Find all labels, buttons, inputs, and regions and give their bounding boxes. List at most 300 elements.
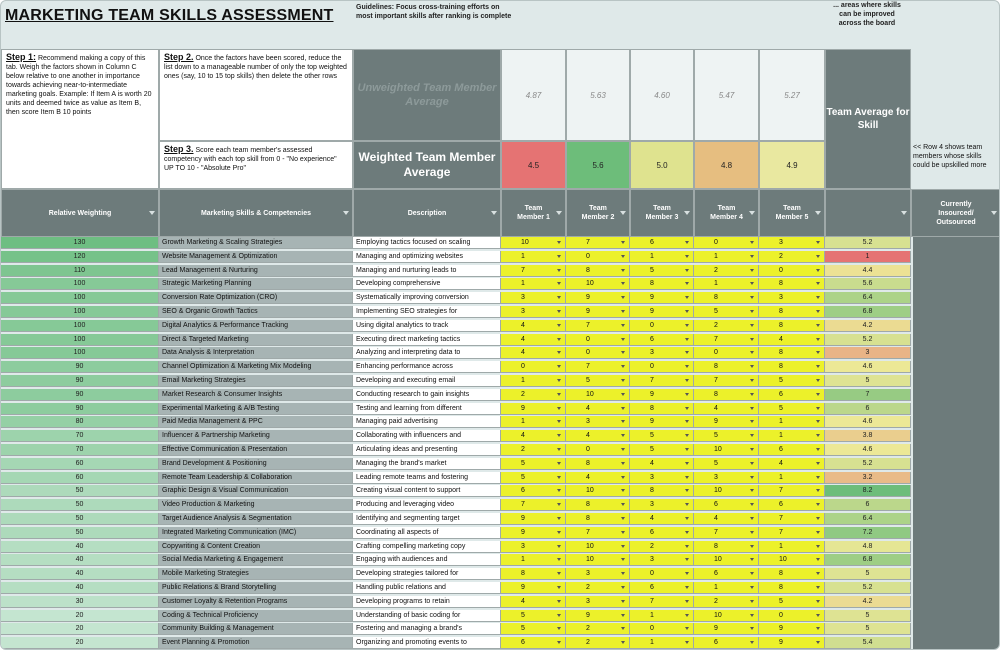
member-2-score[interactable]: 4 [566, 403, 630, 415]
skill-cell[interactable]: Data Analysis & Interpretation [159, 347, 353, 359]
member-4-score[interactable]: 6 [694, 568, 759, 580]
member-4-score[interactable]: 1 [694, 582, 759, 594]
member-1-score[interactable]: 4 [501, 347, 566, 359]
dropdown-arrow-icon[interactable] [557, 365, 561, 368]
member-4-score[interactable]: 5 [694, 306, 759, 318]
member-2-score[interactable]: 0 [566, 251, 630, 263]
member-2-score[interactable]: 3 [566, 568, 630, 580]
dropdown-arrow-icon[interactable] [685, 531, 689, 534]
dropdown-arrow-icon[interactable] [621, 448, 625, 451]
member-4-score[interactable]: 4 [694, 513, 759, 525]
member-4-score[interactable]: 2 [694, 265, 759, 277]
member-1-score[interactable]: 2 [501, 444, 566, 456]
dropdown-arrow-icon[interactable] [621, 420, 625, 423]
member-3-score[interactable]: 3 [630, 554, 694, 566]
member-3-score[interactable]: 8 [630, 485, 694, 497]
member-2-score[interactable]: 0 [566, 334, 630, 346]
skill-cell[interactable]: Digital Analytics & Performance Tracking [159, 320, 353, 332]
dropdown-arrow-icon[interactable] [750, 545, 754, 548]
skill-cell[interactable]: Strategic Marketing Planning [159, 278, 353, 290]
unweighted-value-5[interactable]: 5.27 [759, 49, 825, 141]
member-5-score[interactable]: 3 [759, 237, 825, 249]
dropdown-arrow-icon[interactable] [621, 269, 625, 272]
skill-cell[interactable]: Customer Loyalty & Retention Programs [159, 596, 353, 608]
member-4-score[interactable]: 10 [694, 444, 759, 456]
member-3-score[interactable]: 8 [630, 403, 694, 415]
unweighted-average-label[interactable]: Unweighted Team Member Average [353, 49, 501, 141]
dropdown-arrow-icon[interactable] [816, 614, 820, 617]
skill-cell[interactable]: Mobile Marketing Strategies [159, 568, 353, 580]
dropdown-arrow-icon[interactable] [685, 255, 689, 258]
dropdown-arrow-icon[interactable] [621, 531, 625, 534]
member-4-score[interactable]: 6 [694, 499, 759, 511]
dropdown-arrow-icon[interactable] [557, 434, 561, 437]
dropdown-arrow-icon[interactable] [750, 476, 754, 479]
member-2-score[interactable]: 10 [566, 554, 630, 566]
dropdown-arrow-icon[interactable] [750, 517, 754, 520]
member-1-score[interactable]: 9 [501, 403, 566, 415]
member-3-score[interactable]: 6 [630, 334, 694, 346]
skill-cell[interactable]: Conversion Rate Optimization (CRO) [159, 292, 353, 304]
description-cell[interactable]: Creating visual content to support [353, 485, 501, 497]
member-2-score[interactable]: 9 [566, 610, 630, 622]
dropdown-arrow-icon[interactable] [816, 420, 820, 423]
skill-cell[interactable]: Integrated Marketing Communication (IMC) [159, 527, 353, 539]
dropdown-arrow-icon[interactable] [816, 241, 820, 244]
dropdown-arrow-icon[interactable] [621, 338, 625, 341]
description-cell[interactable]: Understanding of basic coding for [353, 610, 501, 622]
team-average-cell[interactable]: 4.8 [825, 541, 911, 553]
weighting-cell[interactable]: 80 [1, 416, 159, 428]
dropdown-arrow-icon[interactable] [557, 489, 561, 492]
dropdown-arrow-icon[interactable] [557, 462, 561, 465]
dropdown-arrow-icon[interactable] [816, 503, 820, 506]
header-team-average[interactable] [825, 189, 911, 237]
weighting-cell[interactable]: 90 [1, 389, 159, 401]
team-average-cell[interactable]: 6 [825, 499, 911, 511]
skill-cell[interactable]: Effective Communication & Presentation [159, 444, 353, 456]
member-5-score[interactable]: 2 [759, 251, 825, 263]
dropdown-arrow-icon[interactable] [816, 324, 820, 327]
dropdown-arrow-icon[interactable] [621, 489, 625, 492]
filter-dropdown-icon[interactable] [620, 211, 626, 215]
dropdown-arrow-icon[interactable] [816, 462, 820, 465]
member-4-score[interactable]: 2 [694, 320, 759, 332]
member-5-score[interactable]: 5 [759, 375, 825, 387]
dropdown-arrow-icon[interactable] [750, 351, 754, 354]
skill-cell[interactable]: Paid Media Management & PPC [159, 416, 353, 428]
dropdown-arrow-icon[interactable] [557, 420, 561, 423]
dropdown-arrow-icon[interactable] [816, 338, 820, 341]
dropdown-arrow-icon[interactable] [750, 269, 754, 272]
dropdown-arrow-icon[interactable] [621, 572, 625, 575]
member-5-score[interactable]: 10 [759, 554, 825, 566]
team-average-cell[interactable]: 1 [825, 251, 911, 263]
dropdown-arrow-icon[interactable] [750, 365, 754, 368]
description-cell[interactable]: Managing the brand's market [353, 458, 501, 470]
dropdown-arrow-icon[interactable] [816, 545, 820, 548]
dropdown-arrow-icon[interactable] [816, 558, 820, 561]
member-3-score[interactable]: 7 [630, 375, 694, 387]
member-4-score[interactable]: 8 [694, 361, 759, 373]
member-3-score[interactable]: 4 [630, 513, 694, 525]
member-4-score[interactable]: 2 [694, 596, 759, 608]
unweighted-value-2[interactable]: 5.63 [566, 49, 630, 141]
description-cell[interactable]: Developing comprehensive [353, 278, 501, 290]
header-team-member-3[interactable] [630, 189, 694, 237]
description-cell[interactable]: Executing direct marketing tactics [353, 334, 501, 346]
member-1-score[interactable]: 5 [501, 610, 566, 622]
member-2-score[interactable]: 0 [566, 444, 630, 456]
team-average-cell[interactable]: 6.4 [825, 292, 911, 304]
skill-cell[interactable]: Coding & Technical Proficiency [159, 610, 353, 622]
step1-cell[interactable] [1, 49, 159, 189]
member-3-score[interactable]: 1 [630, 251, 694, 263]
member-2-score[interactable]: 10 [566, 278, 630, 290]
member-2-score[interactable]: 8 [566, 513, 630, 525]
step3-cell[interactable] [159, 141, 353, 189]
header-skills[interactable] [159, 189, 353, 237]
member-4-score[interactable]: 8 [694, 389, 759, 401]
team-average-cell[interactable]: 5.6 [825, 278, 911, 290]
member-1-score[interactable]: 3 [501, 541, 566, 553]
member-5-score[interactable]: 3 [759, 292, 825, 304]
weighting-cell[interactable]: 70 [1, 444, 159, 456]
weighting-cell[interactable]: 60 [1, 458, 159, 470]
member-5-score[interactable]: 6 [759, 499, 825, 511]
dropdown-arrow-icon[interactable] [816, 393, 820, 396]
dropdown-arrow-icon[interactable] [621, 351, 625, 354]
dropdown-arrow-icon[interactable] [557, 517, 561, 520]
member-2-score[interactable]: 2 [566, 623, 630, 635]
member-3-score[interactable]: 5 [630, 265, 694, 277]
header-relative-weighting[interactable] [1, 189, 159, 237]
dropdown-arrow-icon[interactable] [816, 448, 820, 451]
weighting-cell[interactable]: 50 [1, 527, 159, 539]
team-average-cell[interactable]: 3 [825, 347, 911, 359]
member-3-score[interactable]: 6 [630, 237, 694, 249]
member-1-score[interactable]: 0 [501, 361, 566, 373]
member-1-score[interactable]: 6 [501, 485, 566, 497]
skill-cell[interactable]: Channel Optimization & Marketing Mix Modeling [159, 361, 353, 373]
dropdown-arrow-icon[interactable] [621, 379, 625, 382]
dropdown-arrow-icon[interactable] [816, 379, 820, 382]
member-3-score[interactable]: 5 [630, 444, 694, 456]
dropdown-arrow-icon[interactable] [816, 627, 820, 630]
team-average-cell[interactable]: 4.4 [825, 265, 911, 277]
description-cell[interactable]: Leading remote teams and fostering [353, 472, 501, 484]
dropdown-arrow-icon[interactable] [750, 420, 754, 423]
weighted-value-2[interactable]: 5.6 [566, 141, 630, 189]
weighting-cell[interactable]: 50 [1, 485, 159, 497]
dropdown-arrow-icon[interactable] [685, 641, 689, 644]
weighted-value-3[interactable]: 5.0 [630, 141, 694, 189]
member-5-score[interactable]: 6 [759, 389, 825, 401]
dropdown-arrow-icon[interactable] [750, 558, 754, 561]
skill-cell[interactable]: Copywriting & Content Creation [159, 541, 353, 553]
description-cell[interactable]: Producing and leveraging video [353, 499, 501, 511]
dropdown-arrow-icon[interactable] [685, 324, 689, 327]
dropdown-arrow-icon[interactable] [685, 282, 689, 285]
dropdown-arrow-icon[interactable] [750, 641, 754, 644]
dropdown-arrow-icon[interactable] [750, 282, 754, 285]
member-5-score[interactable]: 1 [759, 541, 825, 553]
dropdown-arrow-icon[interactable] [750, 572, 754, 575]
dropdown-arrow-icon[interactable] [750, 531, 754, 534]
member-2-score[interactable]: 3 [566, 596, 630, 608]
team-average-cell[interactable]: 3.2 [825, 472, 911, 484]
member-1-score[interactable]: 4 [501, 334, 566, 346]
team-average-cell[interactable]: 6.8 [825, 554, 911, 566]
dropdown-arrow-icon[interactable] [557, 476, 561, 479]
member-4-score[interactable]: 9 [694, 623, 759, 635]
member-5-score[interactable]: 5 [759, 403, 825, 415]
team-average-cell[interactable]: 7 [825, 389, 911, 401]
member-2-score[interactable]: 4 [566, 472, 630, 484]
dropdown-arrow-icon[interactable] [557, 255, 561, 258]
member-4-score[interactable]: 10 [694, 554, 759, 566]
dropdown-arrow-icon[interactable] [750, 586, 754, 589]
team-average-cell[interactable]: 6 [825, 403, 911, 415]
member-2-score[interactable]: 10 [566, 485, 630, 497]
skill-cell[interactable]: Lead Management & Nurturing [159, 265, 353, 277]
member-4-score[interactable]: 8 [694, 541, 759, 553]
filter-dropdown-icon[interactable] [343, 211, 349, 215]
dropdown-arrow-icon[interactable] [816, 489, 820, 492]
description-cell[interactable]: Systematically improving conversion [353, 292, 501, 304]
member-3-score[interactable]: 6 [630, 527, 694, 539]
dropdown-arrow-icon[interactable] [685, 586, 689, 589]
member-1-score[interactable]: 3 [501, 306, 566, 318]
dropdown-arrow-icon[interactable] [750, 255, 754, 258]
member-5-score[interactable]: 8 [759, 582, 825, 594]
dropdown-arrow-icon[interactable] [557, 241, 561, 244]
team-average-cell[interactable]: 5 [825, 610, 911, 622]
dropdown-arrow-icon[interactable] [750, 503, 754, 506]
team-average-cell[interactable]: 6.8 [825, 306, 911, 318]
dropdown-arrow-icon[interactable] [750, 614, 754, 617]
team-average-cell[interactable]: 4.6 [825, 416, 911, 428]
member-5-score[interactable]: 1 [759, 416, 825, 428]
dropdown-arrow-icon[interactable] [621, 586, 625, 589]
dropdown-arrow-icon[interactable] [621, 310, 625, 313]
dropdown-arrow-icon[interactable] [816, 434, 820, 437]
skill-cell[interactable]: Brand Development & Positioning [159, 458, 353, 470]
skill-cell[interactable]: Video Production & Marketing [159, 499, 353, 511]
member-5-score[interactable]: 9 [759, 623, 825, 635]
dropdown-arrow-icon[interactable] [685, 393, 689, 396]
dropdown-arrow-icon[interactable] [621, 641, 625, 644]
description-cell[interactable]: Fostering and managing a brand's [353, 623, 501, 635]
dropdown-arrow-icon[interactable] [685, 434, 689, 437]
member-2-score[interactable]: 3 [566, 416, 630, 428]
member-1-score[interactable]: 7 [501, 499, 566, 511]
skill-cell[interactable]: Market Research & Consumer Insights [159, 389, 353, 401]
skill-cell[interactable]: Email Marketing Strategies [159, 375, 353, 387]
member-3-score[interactable]: 0 [630, 568, 694, 580]
dropdown-arrow-icon[interactable] [816, 600, 820, 603]
dropdown-arrow-icon[interactable] [816, 572, 820, 575]
weighting-cell[interactable]: 40 [1, 582, 159, 594]
dropdown-arrow-icon[interactable] [816, 282, 820, 285]
step2-cell[interactable] [159, 49, 353, 141]
member-5-score[interactable]: 8 [759, 568, 825, 580]
dropdown-arrow-icon[interactable] [685, 627, 689, 630]
member-3-score[interactable]: 5 [630, 430, 694, 442]
dropdown-arrow-icon[interactable] [816, 269, 820, 272]
member-4-score[interactable]: 8 [694, 292, 759, 304]
member-5-score[interactable]: 1 [759, 430, 825, 442]
dropdown-arrow-icon[interactable] [750, 434, 754, 437]
dropdown-arrow-icon[interactable] [816, 407, 820, 410]
member-2-score[interactable]: 4 [566, 430, 630, 442]
member-1-score[interactable]: 5 [501, 458, 566, 470]
team-average-cell[interactable]: 4.6 [825, 444, 911, 456]
team-average-cell[interactable]: 7.2 [825, 527, 911, 539]
dropdown-arrow-icon[interactable] [750, 296, 754, 299]
description-cell[interactable]: Developing and executing email [353, 375, 501, 387]
member-4-score[interactable]: 9 [694, 416, 759, 428]
skill-cell[interactable]: Growth Marketing & Scaling Strategies [159, 237, 353, 249]
dropdown-arrow-icon[interactable] [621, 324, 625, 327]
skill-cell[interactable]: Remote Team Leadership & Collaboration [159, 472, 353, 484]
member-1-score[interactable]: 1 [501, 278, 566, 290]
filter-dropdown-icon[interactable] [901, 211, 907, 215]
dropdown-arrow-icon[interactable] [557, 503, 561, 506]
skill-cell[interactable]: Experimental Marketing & A/B Testing [159, 403, 353, 415]
member-3-score[interactable]: 0 [630, 361, 694, 373]
description-cell[interactable]: Coordinating all aspects of [353, 527, 501, 539]
description-cell[interactable]: Testing and learning from different [353, 403, 501, 415]
team-average-cell[interactable]: 5 [825, 623, 911, 635]
description-cell[interactable]: Articulating ideas and presenting [353, 444, 501, 456]
description-cell[interactable]: Engaging with audiences and [353, 554, 501, 566]
dropdown-arrow-icon[interactable] [750, 241, 754, 244]
dropdown-arrow-icon[interactable] [685, 420, 689, 423]
dropdown-arrow-icon[interactable] [685, 379, 689, 382]
dropdown-arrow-icon[interactable] [685, 545, 689, 548]
member-3-score[interactable]: 9 [630, 389, 694, 401]
skill-cell[interactable]: Influencer & Partnership Marketing [159, 430, 353, 442]
member-1-score[interactable]: 9 [501, 582, 566, 594]
weighting-cell[interactable]: 20 [1, 623, 159, 635]
team-average-cell[interactable]: 4.6 [825, 361, 911, 373]
dropdown-arrow-icon[interactable] [685, 351, 689, 354]
weighted-average-label[interactable]: Weighted Team Member Average [353, 141, 501, 189]
dropdown-arrow-icon[interactable] [750, 393, 754, 396]
weighting-cell[interactable]: 100 [1, 278, 159, 290]
weighting-cell[interactable]: 70 [1, 430, 159, 442]
team-average-cell[interactable]: 6.4 [825, 513, 911, 525]
unweighted-value-3[interactable]: 4.60 [630, 49, 694, 141]
team-average-cell[interactable]: 5.4 [825, 637, 911, 649]
dropdown-arrow-icon[interactable] [557, 338, 561, 341]
header-outsourced[interactable] [911, 189, 1000, 237]
member-4-score[interactable]: 0 [694, 237, 759, 249]
dropdown-arrow-icon[interactable] [557, 282, 561, 285]
member-3-score[interactable]: 0 [630, 623, 694, 635]
dropdown-arrow-icon[interactable] [621, 241, 625, 244]
dropdown-arrow-icon[interactable] [557, 641, 561, 644]
member-1-score[interactable]: 4 [501, 430, 566, 442]
dropdown-arrow-icon[interactable] [750, 448, 754, 451]
weighting-cell[interactable]: 40 [1, 541, 159, 553]
dropdown-arrow-icon[interactable] [685, 241, 689, 244]
dropdown-arrow-icon[interactable] [621, 393, 625, 396]
member-4-score[interactable]: 6 [694, 637, 759, 649]
unweighted-value-4[interactable]: 5.47 [694, 49, 759, 141]
team-average-cell[interactable]: 5 [825, 375, 911, 387]
dropdown-arrow-icon[interactable] [685, 365, 689, 368]
weighting-cell[interactable]: 50 [1, 499, 159, 511]
member-3-score[interactable]: 3 [630, 472, 694, 484]
dropdown-arrow-icon[interactable] [621, 296, 625, 299]
member-1-score[interactable]: 8 [501, 568, 566, 580]
weighting-cell[interactable]: 20 [1, 610, 159, 622]
dropdown-arrow-icon[interactable] [685, 476, 689, 479]
filter-dropdown-icon[interactable] [491, 211, 497, 215]
dropdown-arrow-icon[interactable] [557, 572, 561, 575]
dropdown-arrow-icon[interactable] [557, 351, 561, 354]
dropdown-arrow-icon[interactable] [557, 627, 561, 630]
weighting-cell[interactable]: 60 [1, 472, 159, 484]
member-1-score[interactable]: 1 [501, 554, 566, 566]
dropdown-arrow-icon[interactable] [816, 476, 820, 479]
description-cell[interactable]: Employing tactics focused on scaling [353, 237, 501, 249]
outsourced-column[interactable] [913, 237, 1000, 650]
dropdown-arrow-icon[interactable] [557, 310, 561, 313]
filter-dropdown-icon[interactable] [149, 211, 155, 215]
dropdown-arrow-icon[interactable] [685, 462, 689, 465]
dropdown-arrow-icon[interactable] [816, 641, 820, 644]
member-3-score[interactable]: 7 [630, 596, 694, 608]
member-4-score[interactable]: 1 [694, 278, 759, 290]
dropdown-arrow-icon[interactable] [557, 614, 561, 617]
dropdown-arrow-icon[interactable] [685, 503, 689, 506]
weighted-value-4[interactable]: 4.8 [694, 141, 759, 189]
dropdown-arrow-icon[interactable] [621, 517, 625, 520]
member-2-score[interactable]: 9 [566, 306, 630, 318]
member-1-score[interactable]: 6 [501, 637, 566, 649]
member-4-score[interactable]: 7 [694, 334, 759, 346]
skill-cell[interactable]: SEO & Organic Growth Tactics [159, 306, 353, 318]
header-team-member-4[interactable] [694, 189, 759, 237]
member-2-score[interactable]: 7 [566, 361, 630, 373]
header-team-member-2[interactable] [566, 189, 630, 237]
dropdown-arrow-icon[interactable] [685, 269, 689, 272]
team-average-cell[interactable]: 4.2 [825, 320, 911, 332]
member-1-score[interactable]: 10 [501, 237, 566, 249]
dropdown-arrow-icon[interactable] [685, 489, 689, 492]
member-2-score[interactable]: 10 [566, 541, 630, 553]
skill-cell[interactable]: Target Audience Analysis & Segmentation [159, 513, 353, 525]
dropdown-arrow-icon[interactable] [685, 338, 689, 341]
dropdown-arrow-icon[interactable] [557, 600, 561, 603]
team-average-cell[interactable]: 4.2 [825, 596, 911, 608]
member-1-score[interactable]: 9 [501, 513, 566, 525]
member-5-score[interactable]: 4 [759, 334, 825, 346]
description-cell[interactable]: Developing programs to retain [353, 596, 501, 608]
member-5-score[interactable]: 8 [759, 361, 825, 373]
dropdown-arrow-icon[interactable] [685, 296, 689, 299]
weighting-cell[interactable]: 100 [1, 320, 159, 332]
description-cell[interactable]: Managing and optimizing websites [353, 251, 501, 263]
member-5-score[interactable]: 0 [759, 265, 825, 277]
member-4-score[interactable]: 4 [694, 403, 759, 415]
member-3-score[interactable]: 1 [630, 637, 694, 649]
weighting-cell[interactable]: 40 [1, 554, 159, 566]
team-average-cell[interactable]: 5.2 [825, 237, 911, 249]
